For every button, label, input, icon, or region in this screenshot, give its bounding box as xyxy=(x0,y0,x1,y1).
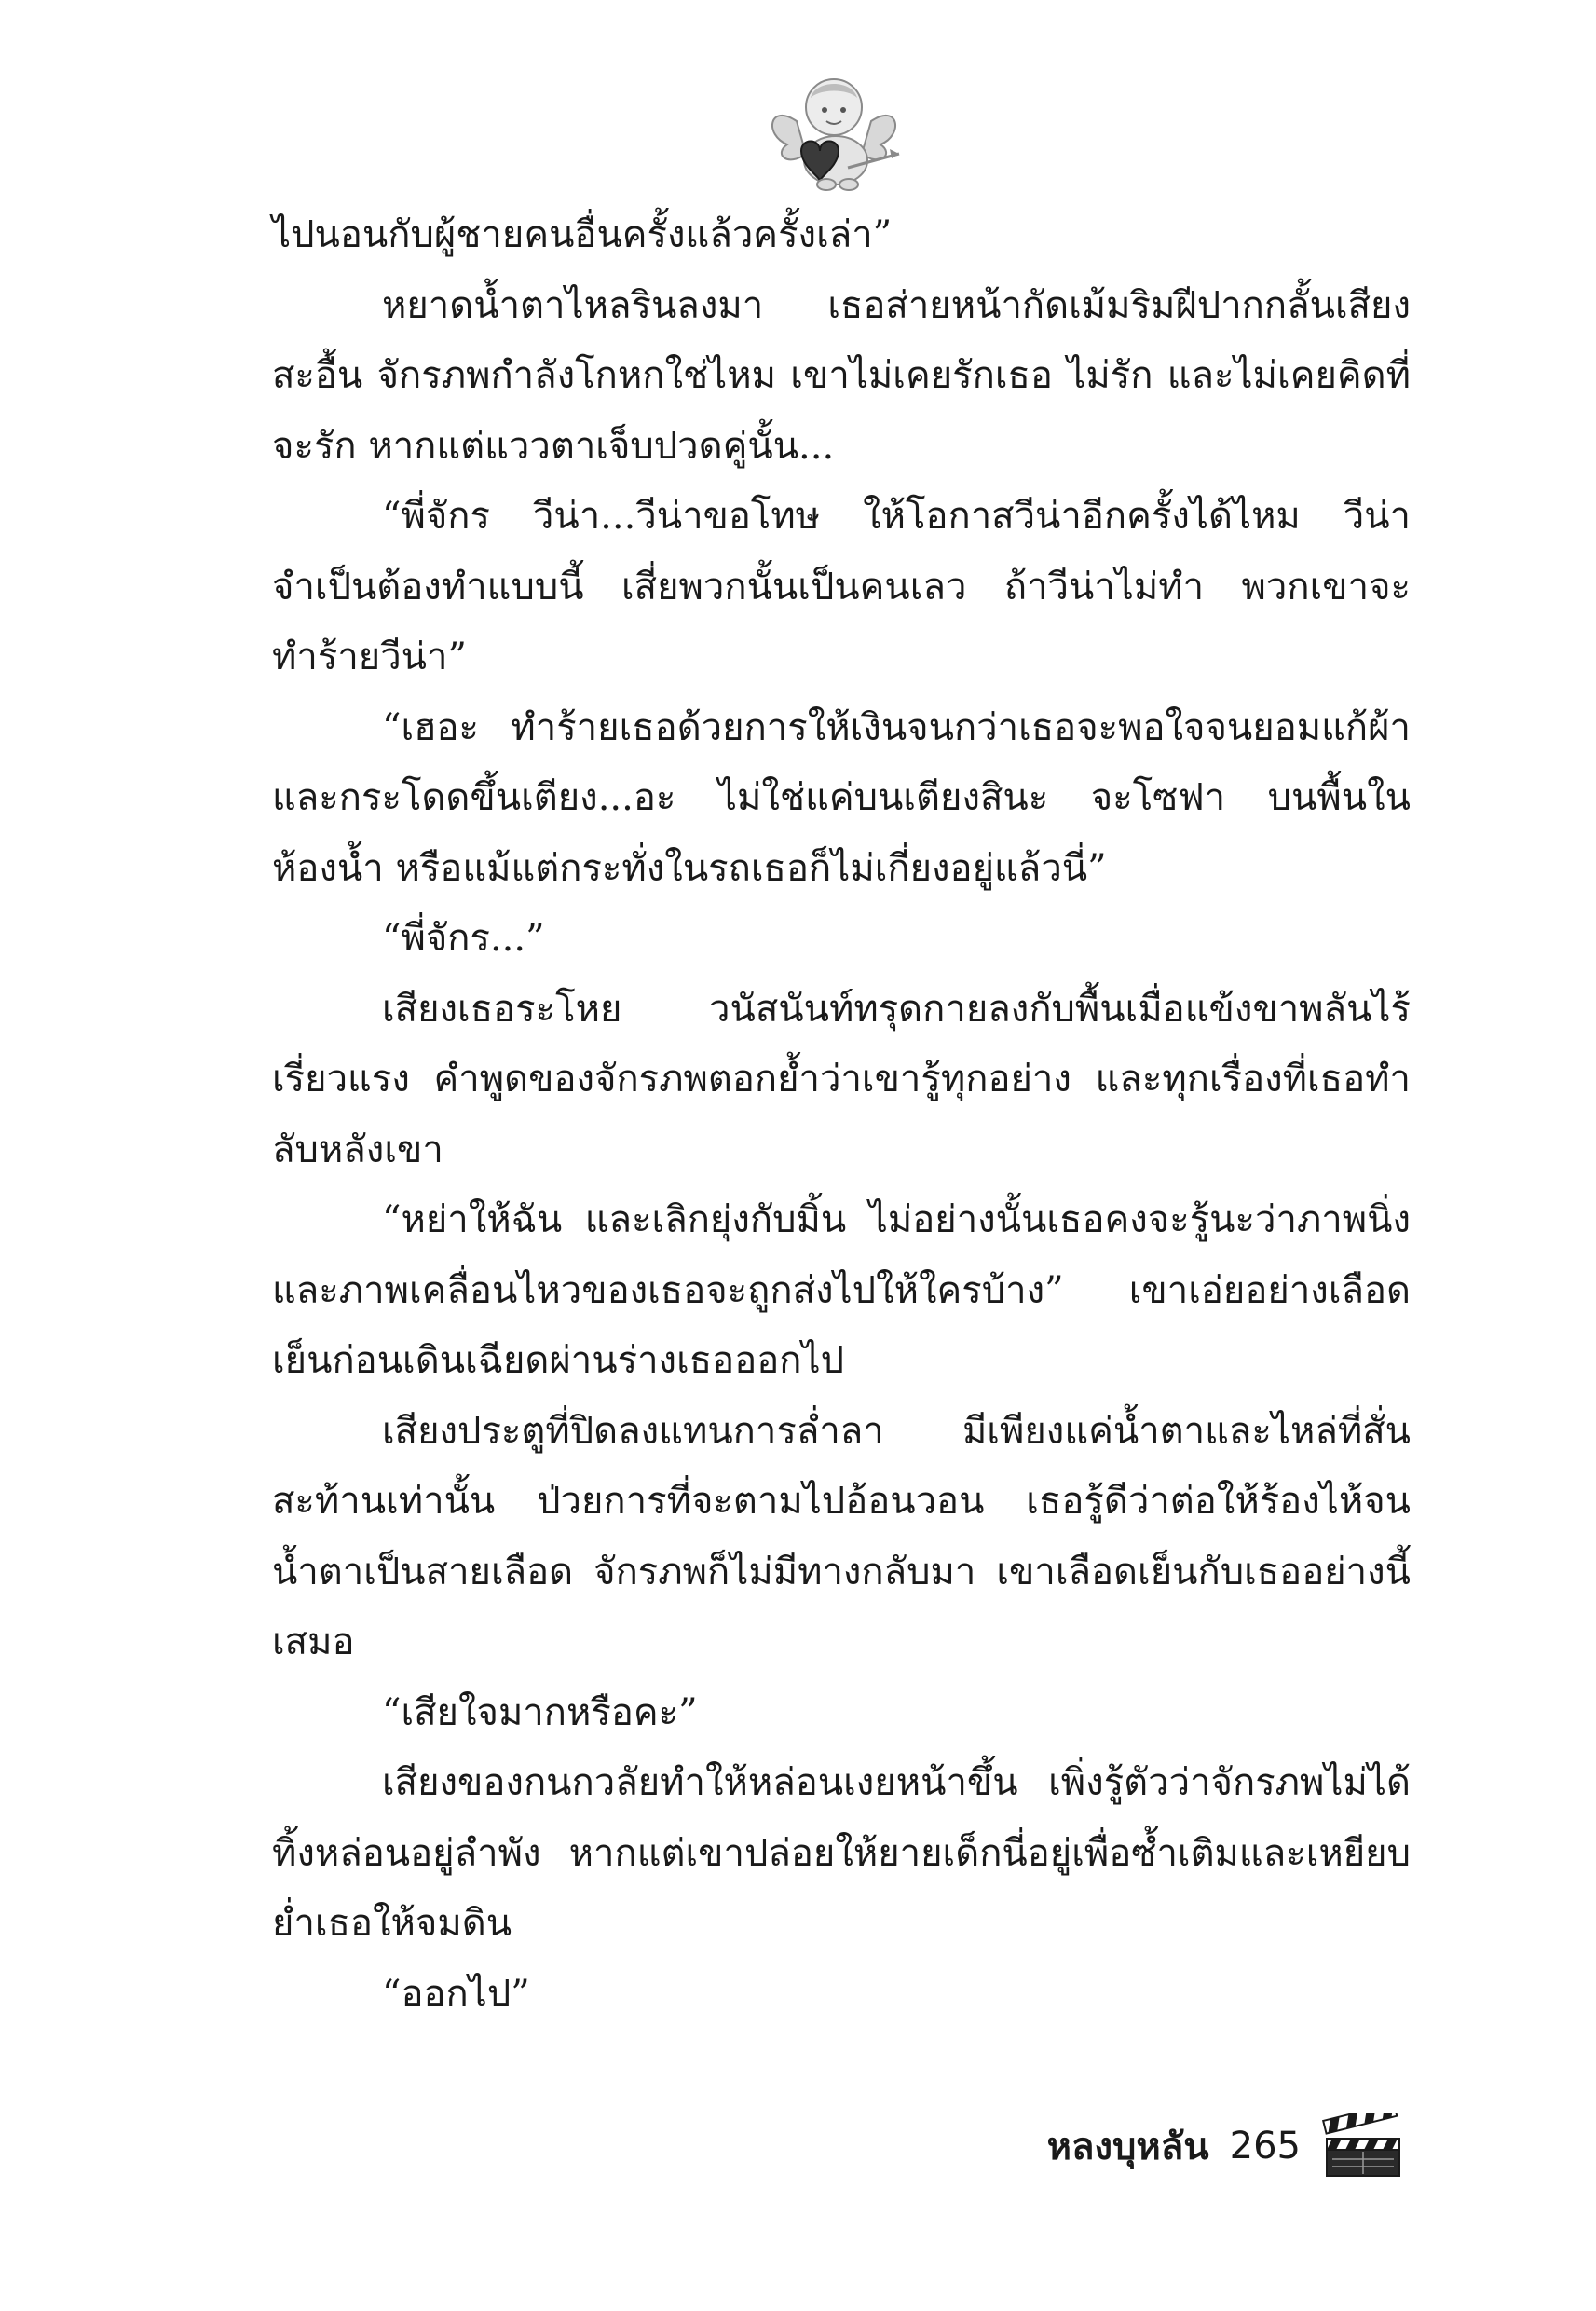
paragraph: “เฮอะ ทำร้ายเธอด้วยการให้เงินจนกว่าเธอจะพอใจจนยอมแก้ผ้าและกระโดดขึ้นเตียง...อะ ไม่ใช่แค่บนเตียงสินะ จะโซฟา บนพื้นในห้องน้ำ หรือแม้แต่กระทั่งในรถเธอก็ไม่เกี่ยงอยู่แล้วนี่” xyxy=(272,705,1411,890)
body-text xyxy=(272,200,1411,2030)
book-title: หลงบุหลัน xyxy=(1046,2126,1209,2168)
paragraph: “เสียใจมากหรือคะ” xyxy=(382,1690,698,1734)
cupid-with-heart-icon xyxy=(759,65,908,196)
clapperboard-icon xyxy=(1321,2113,1405,2180)
paragraph: เสียงของกนกวลัยทำให้หล่อนเงยหน้าขึ้น เพิ่งรู้ตัวว่าจักรภพไม่ได้ทิ้งหล่อนอยู่ลำพัง หากแต่เขาปล่อยให้ยายเด็กนี่อยู่เพื่อซ้ำเติมและเหยียบย่ำเธอให้จมดิน xyxy=(272,1761,1411,1945)
paragraph: “พี่จักร วีน่า...วีน่าขอโทษ ให้โอกาสวีน่าอีกครั้งได้ไหม วีน่าจำเป็นต้องทำแบบนี้ เสี่ยพวกนั้นเป็นคนเลว ถ้าวีน่าไม่ทำ พวกเขาจะทำร้ายวีน่า” xyxy=(272,495,1411,678)
paragraph: หยาดน้ำตาไหลรินลงมา เธอส่ายหน้ากัดเม้มริมฝีปากกลั้นเสียงสะอื้น จักรภพกำลังโกหกใช่ไหม เขาไม่เคยรักเธอ ไม่รัก และไม่เคยคิดที่จะรัก หากแต่แววตาเจ็บปวดคู่นั้น... xyxy=(272,283,1411,468)
paragraph: “ออกไป” xyxy=(382,1972,530,2016)
paragraph: “หย่าให้ฉัน และเลิกยุ่งกับมิ้น ไม่อย่างนั้นเธอคงจะรู้นะว่าภาพนิ่งและภาพเคลื่อนไหวของเธอจะถูกส่งไปให้ใครบ้าง” เขาเอ่ยอย่างเลือดเย็นก่อนเดินเฉียดผ่านร่างเธอออกไป xyxy=(272,1198,1411,1382)
paragraph: เสียงเธอระโหย วนัสนันท์ทรุดกายลงกับพื้นเมื่อแข้งขาพลันไร้เรี่ยวแรง คำพูดของจักรภพตอกย้ำว่าเขารู้ทุกอย่าง และทุกเรื่องที่เธอทำลับหลังเขา xyxy=(272,987,1411,1171)
paragraph: ไปนอนกับผู้ชายคนอื่นครั้งแล้วครั้งเล่า” xyxy=(272,213,893,256)
page-number: 265 xyxy=(1229,2125,1301,2167)
paragraph: “พี่จักร...” xyxy=(382,917,545,960)
paragraph: เสียงประตูที่ปิดลงแทนการล่ำลา มีเพียงแค่น้ำตาและไหล่ที่สั่นสะท้านเท่านั้น ป่วยการที่จะตามไปอ้อนวอน เธอรู้ดีว่าต่อให้ร้องไห้จนน้ำตาเป็นสายเลือด จักรภพก็ไม่มีทางกลับมา เขาเลือดเย็นกับเธออย่างนี้เสมอ xyxy=(272,1409,1411,1663)
page-footer xyxy=(1047,2113,1405,2179)
